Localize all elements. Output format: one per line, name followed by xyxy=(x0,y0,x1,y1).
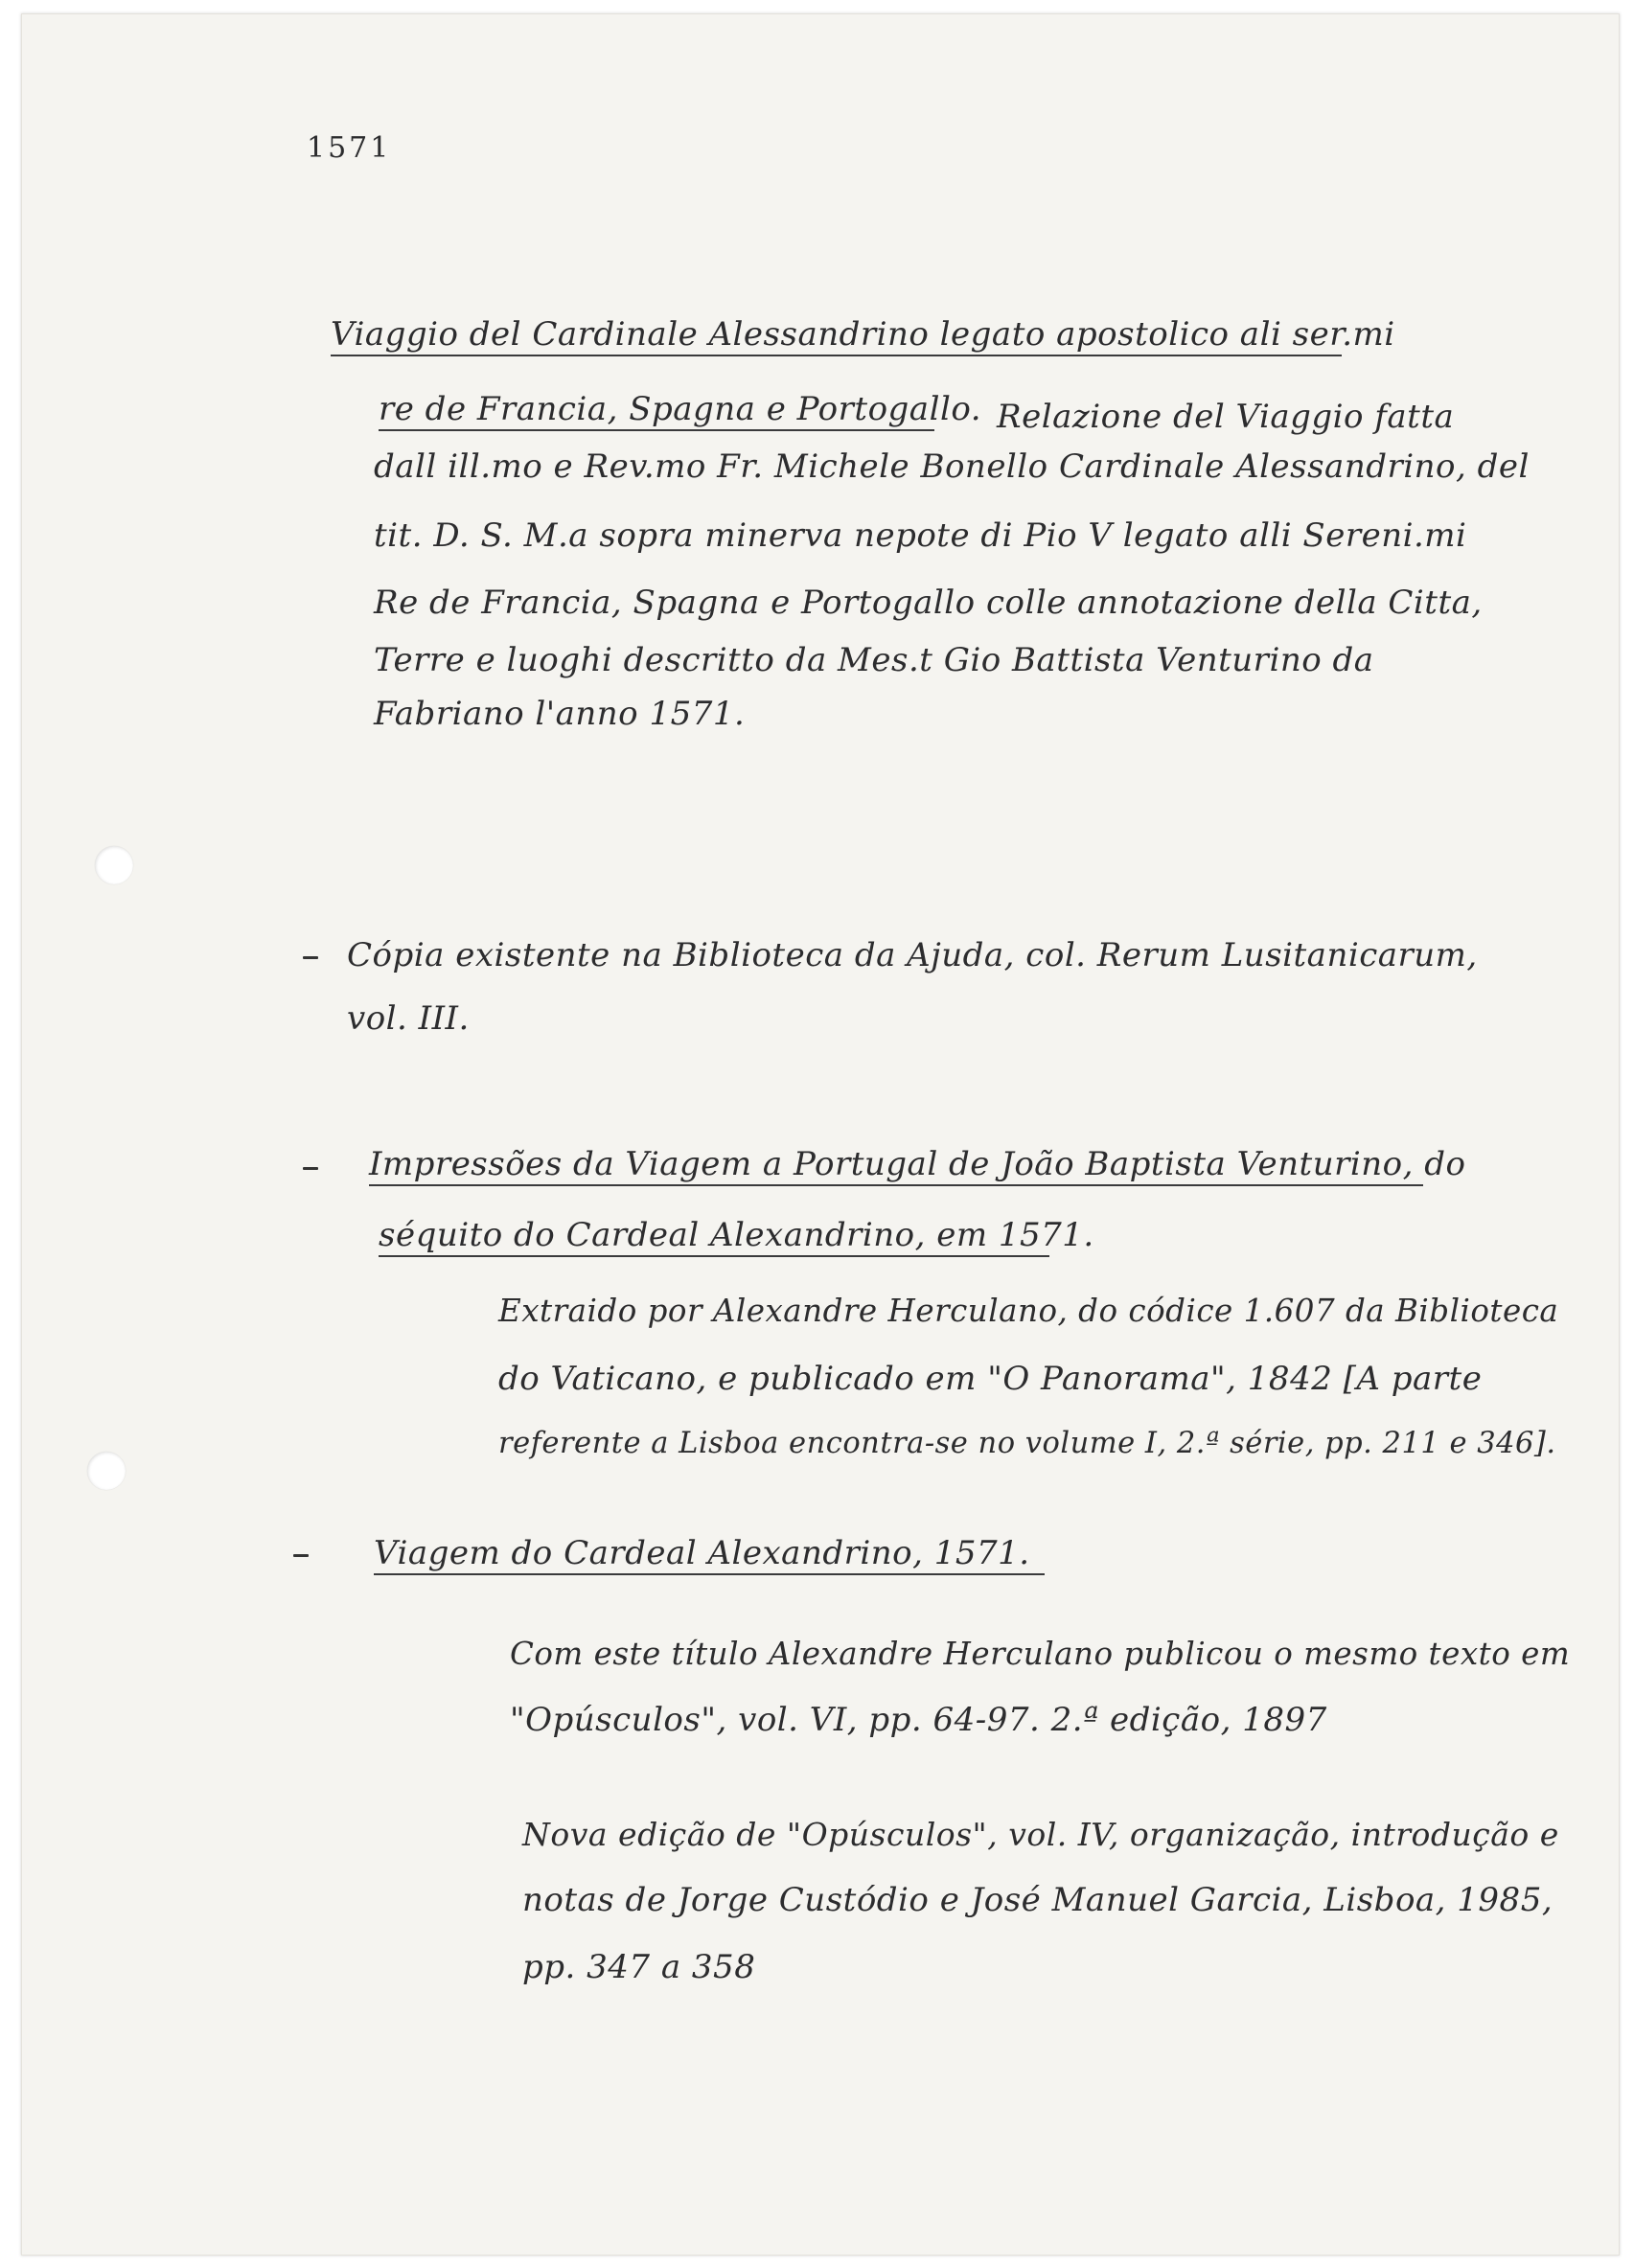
entry-1-line-4: dall ill.mo e Rev.mo Fr. Michele Bonello Cardinale Alessandrino, del xyxy=(374,447,1530,486)
entry-2-line-2: vol. III. xyxy=(347,999,470,1038)
entry-1-line-8: Fabriano l'anno 1571. xyxy=(374,695,746,733)
entry-4-note-1-line-1: Com este título Alexandre Herculano publicou o mesmo texto em xyxy=(510,1636,1571,1672)
entry-2-line-1: Cópia existente na Biblioteca da Ajuda, col. Rerum Lusitanicarum, xyxy=(347,936,1478,974)
entry-4-note-2-line-1: Nova edição de "Opúsculos", vol. IV, organização, introdução e xyxy=(522,1816,1559,1853)
punch-hole-bottom xyxy=(87,1452,126,1490)
entry-3-title-line-2: séquito do Cardeal Alexandrino, em 1571. xyxy=(379,1219,1049,1257)
entry-3-title-line-1: Impressões da Viagem a Portugal de João Baptista Venturino, do xyxy=(369,1148,1423,1186)
entry-3-note-line-3: referente a Lisboa encontra-se no volume I, 2.ª série, pp. 211 e 346]. xyxy=(498,1427,1556,1460)
entry-1-title-line-1: Viaggio del Cardinale Alessandrino legato apostolico ali ser.mi xyxy=(331,318,1342,356)
entry-4-note-2-line-3: pp. 347 a 358 xyxy=(522,1948,756,1986)
entry-1-line-3: Relazione del Viaggio fatta xyxy=(997,398,1455,436)
entry-4-bullet-dash xyxy=(293,1554,309,1557)
page-number: 1571 xyxy=(307,131,392,165)
entry-1-title-line-2: re de Francia, Spagna e Portogallo. xyxy=(379,393,934,431)
entry-1-line-7: Terre e luoghi descritto da Mes.t Gio Battista Venturino da xyxy=(374,641,1374,679)
entry-3-bullet-dash xyxy=(303,1167,318,1170)
entry-2-bullet-dash xyxy=(303,956,318,959)
entry-3-note-line-2: do Vaticano, e publicado em "O Panorama", 1842 [A parte xyxy=(498,1360,1483,1398)
entry-1-line-5: tit. D. S. M.a sopra minerva nepote di Pio V legato alli Sereni.mi xyxy=(374,516,1467,555)
entry-1-line-6: Re de Francia, Spagna e Portogallo colle annotazione della Citta, xyxy=(374,584,1483,622)
entry-3-note-line-1: Extraido por Alexandre Herculano, do códice 1.607 da Biblioteca xyxy=(498,1293,1559,1329)
punch-hole-top xyxy=(95,846,133,884)
entry-4-title: Viagem do Cardeal Alexandrino, 1571. xyxy=(374,1537,1045,1575)
entry-4-note-2-line-2: notas de Jorge Custódio e José Manuel Garcia, Lisboa, 1985, xyxy=(522,1881,1553,1919)
entry-4-note-1-line-2: "Opúsculos", vol. VI, pp. 64-97. 2.ª edição, 1897 xyxy=(510,1701,1327,1739)
